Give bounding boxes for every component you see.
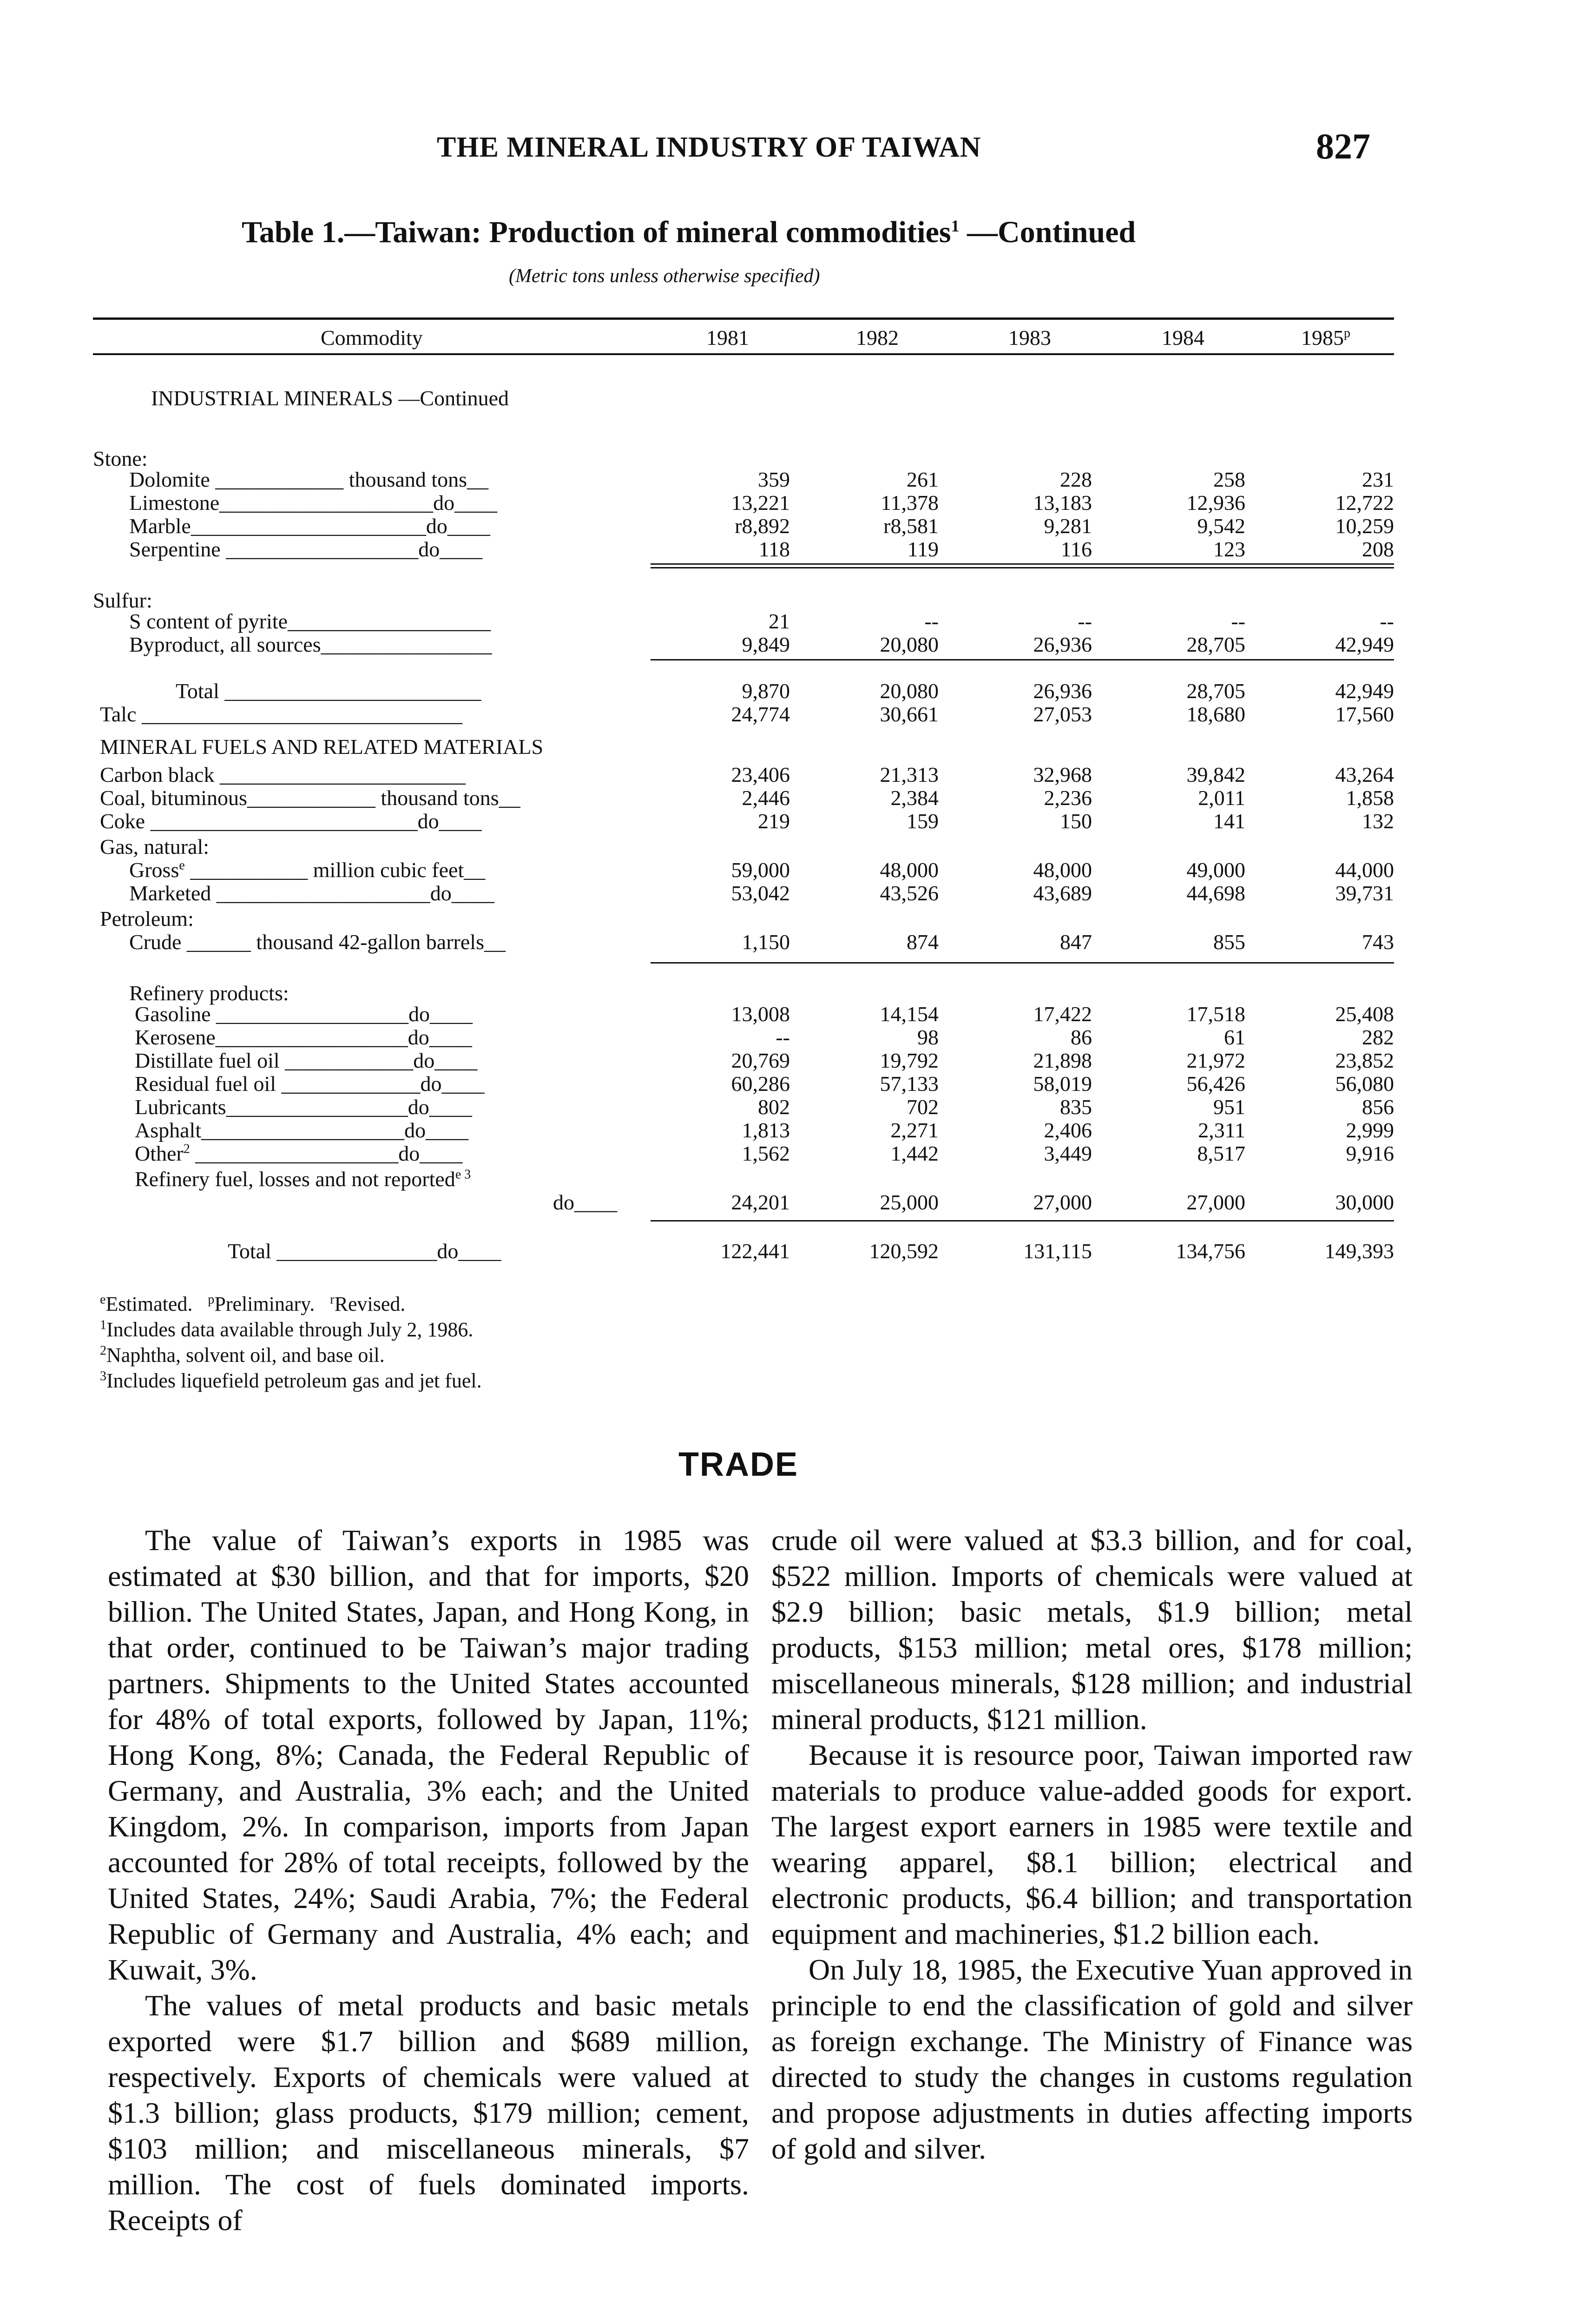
cell-1985: 56,080 [1335, 1072, 1394, 1096]
row-label: Crude ______ thousand 42-gallon barrels__ [129, 930, 506, 954]
row-label: Stone: [93, 447, 148, 470]
title-footnote-mark: 1 [951, 217, 960, 235]
cell-1984: 49,000 [1186, 858, 1245, 882]
cell-1982: 2,271 [890, 1118, 939, 1142]
row-label: Coal, bituminous____________ thousand tons__ [100, 786, 520, 810]
subtotal-rule [651, 567, 1394, 568]
paragraph: The values of metal products and basic metals exported were $1.7 billion and $689 million, respectively. Exports of chemicals were valued at $1.3 billion; glass products, $179 million; cement, $103 million; and miscellaneous minerals, $7 million. The cost of fuels dominated imports. Receipts of [108, 1989, 749, 2237]
cell-1982: 30,661 [880, 702, 939, 726]
table-row [0, 1071, 1585, 1096]
text-column-left [108, 1522, 749, 2238]
subtotal-rule [651, 563, 1394, 565]
row-label: MINERAL FUELS AND RELATED MATERIALS [100, 735, 544, 759]
cell-1985: 43,264 [1335, 763, 1394, 786]
col-header-1981: 1981 [706, 326, 749, 350]
cell-1982: 48,000 [880, 858, 939, 882]
cell-1983: 131,115 [1023, 1239, 1092, 1263]
cell-1983: 13,183 [1033, 491, 1092, 515]
table-row [0, 834, 1585, 859]
row-label: Total ________________________ [176, 679, 481, 703]
table-row [0, 679, 1585, 704]
text-column-right [771, 1522, 1413, 2166]
subtotal-rule [651, 1220, 1394, 1221]
cell-1981: 13,221 [731, 491, 790, 515]
col-header-1984: 1984 [1162, 326, 1204, 350]
cell-1985: 23,852 [1335, 1049, 1394, 1072]
row-label: Gasoline __________________do____ [135, 1002, 473, 1026]
table-row [0, 1167, 1585, 1192]
cell-1984: 61 [1224, 1025, 1245, 1049]
row-label: S content of pyrite___________________ [129, 609, 491, 633]
footnote-2: $^2$Naphtha, solvent oil, and base oil. [100, 1343, 385, 1367]
footnote-status-marks: $^e$Estimated. $^p$Preliminary. $^r$Revised. [100, 1292, 406, 1315]
cell-1984: 2,311 [1198, 1118, 1245, 1142]
page-number: 827 [1316, 126, 1370, 166]
table-row [0, 1118, 1585, 1143]
table-row [0, 762, 1585, 787]
cell-1984: 18,680 [1186, 702, 1245, 726]
cell-1982: 120,592 [869, 1239, 939, 1263]
row-label: Residual fuel oil _____________do____ [135, 1072, 485, 1096]
cell-1984: 951 [1213, 1095, 1245, 1119]
cell-1983: -- [1078, 609, 1092, 633]
cell-1981: 219 [758, 809, 790, 833]
cell-1981: 802 [758, 1095, 790, 1119]
row-label: INDUSTRIAL MINERALS —Continued [151, 386, 509, 410]
row-label: Asphalt___________________do____ [135, 1118, 469, 1142]
table-row [0, 930, 1585, 955]
cell-1981: 59,000 [731, 858, 790, 882]
row-label: do____ [553, 1190, 617, 1214]
table-top-rule [93, 317, 1394, 320]
table-title: Table 1.—Taiwan: Production of mineral commodities$^1$ —Continued [242, 215, 1136, 249]
cell-1984: 2,011 [1198, 786, 1245, 810]
table-row [0, 858, 1585, 883]
table-row [0, 1002, 1585, 1027]
col-header-1982: 1982 [856, 326, 899, 350]
table-row [0, 609, 1585, 634]
cell-1983: 3,449 [1044, 1142, 1092, 1165]
cell-1985: 208 [1362, 537, 1394, 561]
table-row [0, 786, 1585, 811]
cell-1983: 86 [1071, 1025, 1092, 1049]
table-row [0, 702, 1585, 727]
cell-1981: 24,774 [731, 702, 790, 726]
row-label: Coke _________________________do____ [100, 809, 482, 833]
cell-1983: 32,968 [1033, 763, 1092, 786]
cell-1981: 2,446 [742, 786, 790, 810]
cell-1984: 17,518 [1186, 1002, 1245, 1026]
cell-1981: 9,849 [742, 633, 790, 656]
cell-1983: 27,000 [1033, 1190, 1092, 1214]
col-header-1985: 1985$^p$ [1301, 326, 1350, 350]
cell-1983: 847 [1060, 930, 1092, 954]
cell-1984: 134,756 [1176, 1239, 1245, 1263]
row-label: Other$^2$ ___________________do____ [135, 1142, 463, 1165]
cell-1985: 282 [1362, 1025, 1394, 1049]
cell-1982: 874 [907, 930, 939, 954]
table-row [0, 734, 1585, 759]
footnote-3: $^3$Includes liquefield petroleum gas and jet fuel. [100, 1369, 482, 1392]
paragraph: Because it is resource poor, Taiwan imported raw materials to produce value-added goods for export. The largest export earners in 1985 were textile and wearing apparel, $8.1 billion; electrical and electronic products, $6.4 billion; and transportation equipment and machineries, $1.2 billion each. [771, 1738, 1413, 1950]
row-label: Gross$^e$ ___________ million cubic feet__ [129, 858, 486, 882]
running-head [0, 125, 1585, 172]
cell-1985: -- [1380, 609, 1394, 633]
row-label: Kerosene__________________do____ [135, 1025, 472, 1049]
table-row [0, 514, 1585, 539]
cell-1982: 19,792 [880, 1049, 939, 1072]
table-row [0, 467, 1585, 492]
cell-1982: r8,581 [883, 514, 939, 538]
cell-1983: 43,689 [1033, 881, 1092, 905]
cell-1981: 13,008 [731, 1002, 790, 1026]
cell-1985: 42,949 [1335, 633, 1394, 656]
row-label: Marble______________________do____ [129, 514, 490, 538]
paragraph: On July 18, 1985, the Executive Yuan approved in principle to end the classification of gold and silver as foreign exchange. The Ministry of Finance was directed to study the changes in customs regulation and propose adjustments in duties affecting imports of gold and silver. [771, 1953, 1413, 2165]
cell-1985: 743 [1362, 930, 1394, 954]
paragraph: crude oil were valued at $3.3 billion, and for coal, $522 million. Imports of chemicals were valued at $2.9 billion; basic metals, $1.9 billion; metal products, $153 million; metal ores, $178 million; miscellaneous minerals, $128 million; and industrial mineral products, $121 million. [771, 1524, 1413, 1736]
row-label: Refinery products: [129, 981, 289, 1005]
footnote-1: $^1$Includes data available through July 2, 1986. [100, 1318, 474, 1341]
cell-1981: 1,813 [742, 1118, 790, 1142]
cell-1982: 119 [907, 537, 939, 561]
cell-1982: 98 [917, 1025, 939, 1049]
cell-1982: 21,313 [880, 763, 939, 786]
section-rule [651, 962, 1394, 964]
cell-1984: 44,698 [1186, 881, 1245, 905]
cell-1984: -- [1231, 609, 1245, 633]
table-row [0, 1048, 1585, 1073]
cell-1981: 1,562 [742, 1142, 790, 1165]
cell-1985: 231 [1362, 468, 1394, 491]
cell-1982: 20,080 [880, 679, 939, 703]
cell-1983: 17,422 [1033, 1002, 1092, 1026]
table-row [0, 1141, 1585, 1166]
cell-1985: 39,731 [1335, 881, 1394, 905]
cell-1985: 2,999 [1346, 1118, 1394, 1142]
table-row [0, 490, 1585, 515]
cell-1985: 9,916 [1346, 1142, 1394, 1165]
cell-1983: 58,019 [1033, 1072, 1092, 1096]
row-label: Gas, natural: [100, 835, 210, 858]
table-row [0, 537, 1585, 562]
cell-1982: 43,526 [880, 881, 939, 905]
row-label: Lubricants_________________do____ [135, 1095, 472, 1119]
table-header-rule [93, 353, 1394, 355]
cell-1983: 150 [1060, 809, 1092, 833]
cell-1985: 132 [1362, 809, 1394, 833]
cell-1984: 28,705 [1186, 633, 1245, 656]
row-label: Distillate fuel oil ____________do____ [135, 1049, 478, 1072]
cell-1984: 27,000 [1186, 1190, 1245, 1214]
cell-1982: 1,442 [890, 1142, 939, 1165]
table-subtitle: (Metric tons unless otherwise specified) [509, 265, 820, 287]
cell-1984: 8,517 [1197, 1142, 1245, 1165]
cell-1984: 9,542 [1197, 514, 1245, 538]
cell-1985: 30,000 [1335, 1190, 1394, 1214]
cell-1981: 21 [769, 609, 790, 633]
table-row [0, 809, 1585, 834]
cell-1985: 17,560 [1335, 702, 1394, 726]
cell-1982: -- [924, 609, 939, 633]
cell-1984: 258 [1213, 468, 1245, 491]
cell-1983: 21,898 [1033, 1049, 1092, 1072]
cell-1981: 53,042 [731, 881, 790, 905]
cell-1981: 20,769 [731, 1049, 790, 1072]
section-heading: TRADE [678, 1446, 798, 1483]
row-label: Refinery fuel, losses and not reported$^{e 3}$ [135, 1167, 471, 1191]
row-label: Serpentine __________________do____ [129, 537, 483, 561]
cell-1983: 48,000 [1033, 858, 1092, 882]
cell-1981: -- [776, 1025, 790, 1049]
row-label: Dolomite ____________ thousand tons__ [129, 468, 489, 491]
cell-1982: 25,000 [880, 1190, 939, 1214]
cell-1983: 27,053 [1033, 702, 1092, 726]
cell-1985: 25,408 [1335, 1002, 1394, 1026]
running-title: THE MINERAL INDUSTRY OF TAIWAN [437, 132, 981, 163]
table-row [0, 1239, 1585, 1264]
cell-1982: 159 [907, 809, 939, 833]
cell-1981: 23,406 [731, 763, 790, 786]
cell-1982: 57,133 [880, 1072, 939, 1096]
cell-1985: 12,722 [1335, 491, 1394, 515]
cell-1985: 1,858 [1346, 786, 1394, 810]
table-row [0, 386, 1585, 411]
table-row [0, 1190, 1585, 1215]
row-label: Byproduct, all sources________________ [129, 633, 492, 656]
cell-1984: 21,972 [1186, 1049, 1245, 1072]
row-label: Petroleum: [100, 907, 194, 931]
cell-1983: 9,281 [1044, 514, 1092, 538]
table-row [0, 1095, 1585, 1120]
cell-1981: 24,201 [731, 1190, 790, 1214]
cell-1982: 11,378 [881, 491, 939, 515]
cell-1984: 141 [1213, 809, 1245, 833]
subtotal-rule [651, 659, 1394, 660]
cell-1981: r8,892 [735, 514, 790, 538]
cell-1984: 123 [1213, 537, 1245, 561]
table-row [0, 906, 1585, 931]
row-label: Talc ______________________________ [100, 702, 463, 726]
row-label: Marketed ____________________do____ [129, 881, 494, 905]
row-label: Carbon black _______________________ [100, 763, 466, 786]
cell-1984: 12,936 [1186, 491, 1245, 515]
cell-1982: 20,080 [880, 633, 939, 656]
cell-1984: 855 [1213, 930, 1245, 954]
cell-1983: 2,406 [1044, 1118, 1092, 1142]
cell-1981: 359 [758, 468, 790, 491]
row-label: Limestone____________________do____ [129, 491, 498, 515]
cell-1983: 2,236 [1044, 786, 1092, 810]
table-row [0, 881, 1585, 906]
cell-1981: 9,870 [742, 679, 790, 703]
cell-1982: 702 [907, 1095, 939, 1119]
cell-1984: 28,705 [1186, 679, 1245, 703]
col-header-commodity: Commodity [321, 326, 423, 350]
table-row [0, 632, 1585, 657]
cell-1983: 26,936 [1033, 679, 1092, 703]
cell-1981: 118 [758, 537, 790, 561]
cell-1982: 14,154 [880, 1002, 939, 1026]
cell-1983: 835 [1060, 1095, 1092, 1119]
cell-1981: 60,286 [731, 1072, 790, 1096]
cell-1985: 44,000 [1335, 858, 1394, 882]
cell-1984: 39,842 [1186, 763, 1245, 786]
cell-1981: 1,150 [742, 930, 790, 954]
cell-1984: 56,426 [1186, 1072, 1245, 1096]
row-label: Total _______________do____ [228, 1239, 501, 1263]
cell-1983: 228 [1060, 468, 1092, 491]
table-row [0, 1025, 1585, 1050]
cell-1983: 26,936 [1033, 633, 1092, 656]
cell-1985: 149,393 [1324, 1239, 1394, 1263]
paragraph: The value of Taiwan’s exports in 1985 was estimated at $30 billion, and that for imports, $20 billion. The United States, Japan, and Hong Kong, in that order, continued to be Taiwan’s major trading partners. Shipments to the United States accounted for 48% of total exports, followed by Japan, 11%; Hong Kong, 8%; Canada, the Federal Republic of Germany, and Australia, 3% each; and the United Kingdom, 2%. In comparison, imports from Japan accounted for 28% of total receipts, followed by the United States, 24%; Saudi Arabia, 7%; the Federal Republic of Germany and Australia, 4% each; and Kuwait, 3%. [108, 1524, 749, 1986]
cell-1983: 116 [1060, 537, 1092, 561]
cell-1982: 2,384 [890, 786, 939, 810]
cell-1985: 10,259 [1335, 514, 1394, 538]
cell-1985: 42,949 [1335, 679, 1394, 703]
col-header-1983: 1983 [1008, 326, 1051, 350]
row-label: Sulfur: [93, 588, 152, 612]
cell-1982: 261 [907, 468, 939, 491]
cell-1981: 122,441 [720, 1239, 790, 1263]
cell-1985: 856 [1362, 1095, 1394, 1119]
